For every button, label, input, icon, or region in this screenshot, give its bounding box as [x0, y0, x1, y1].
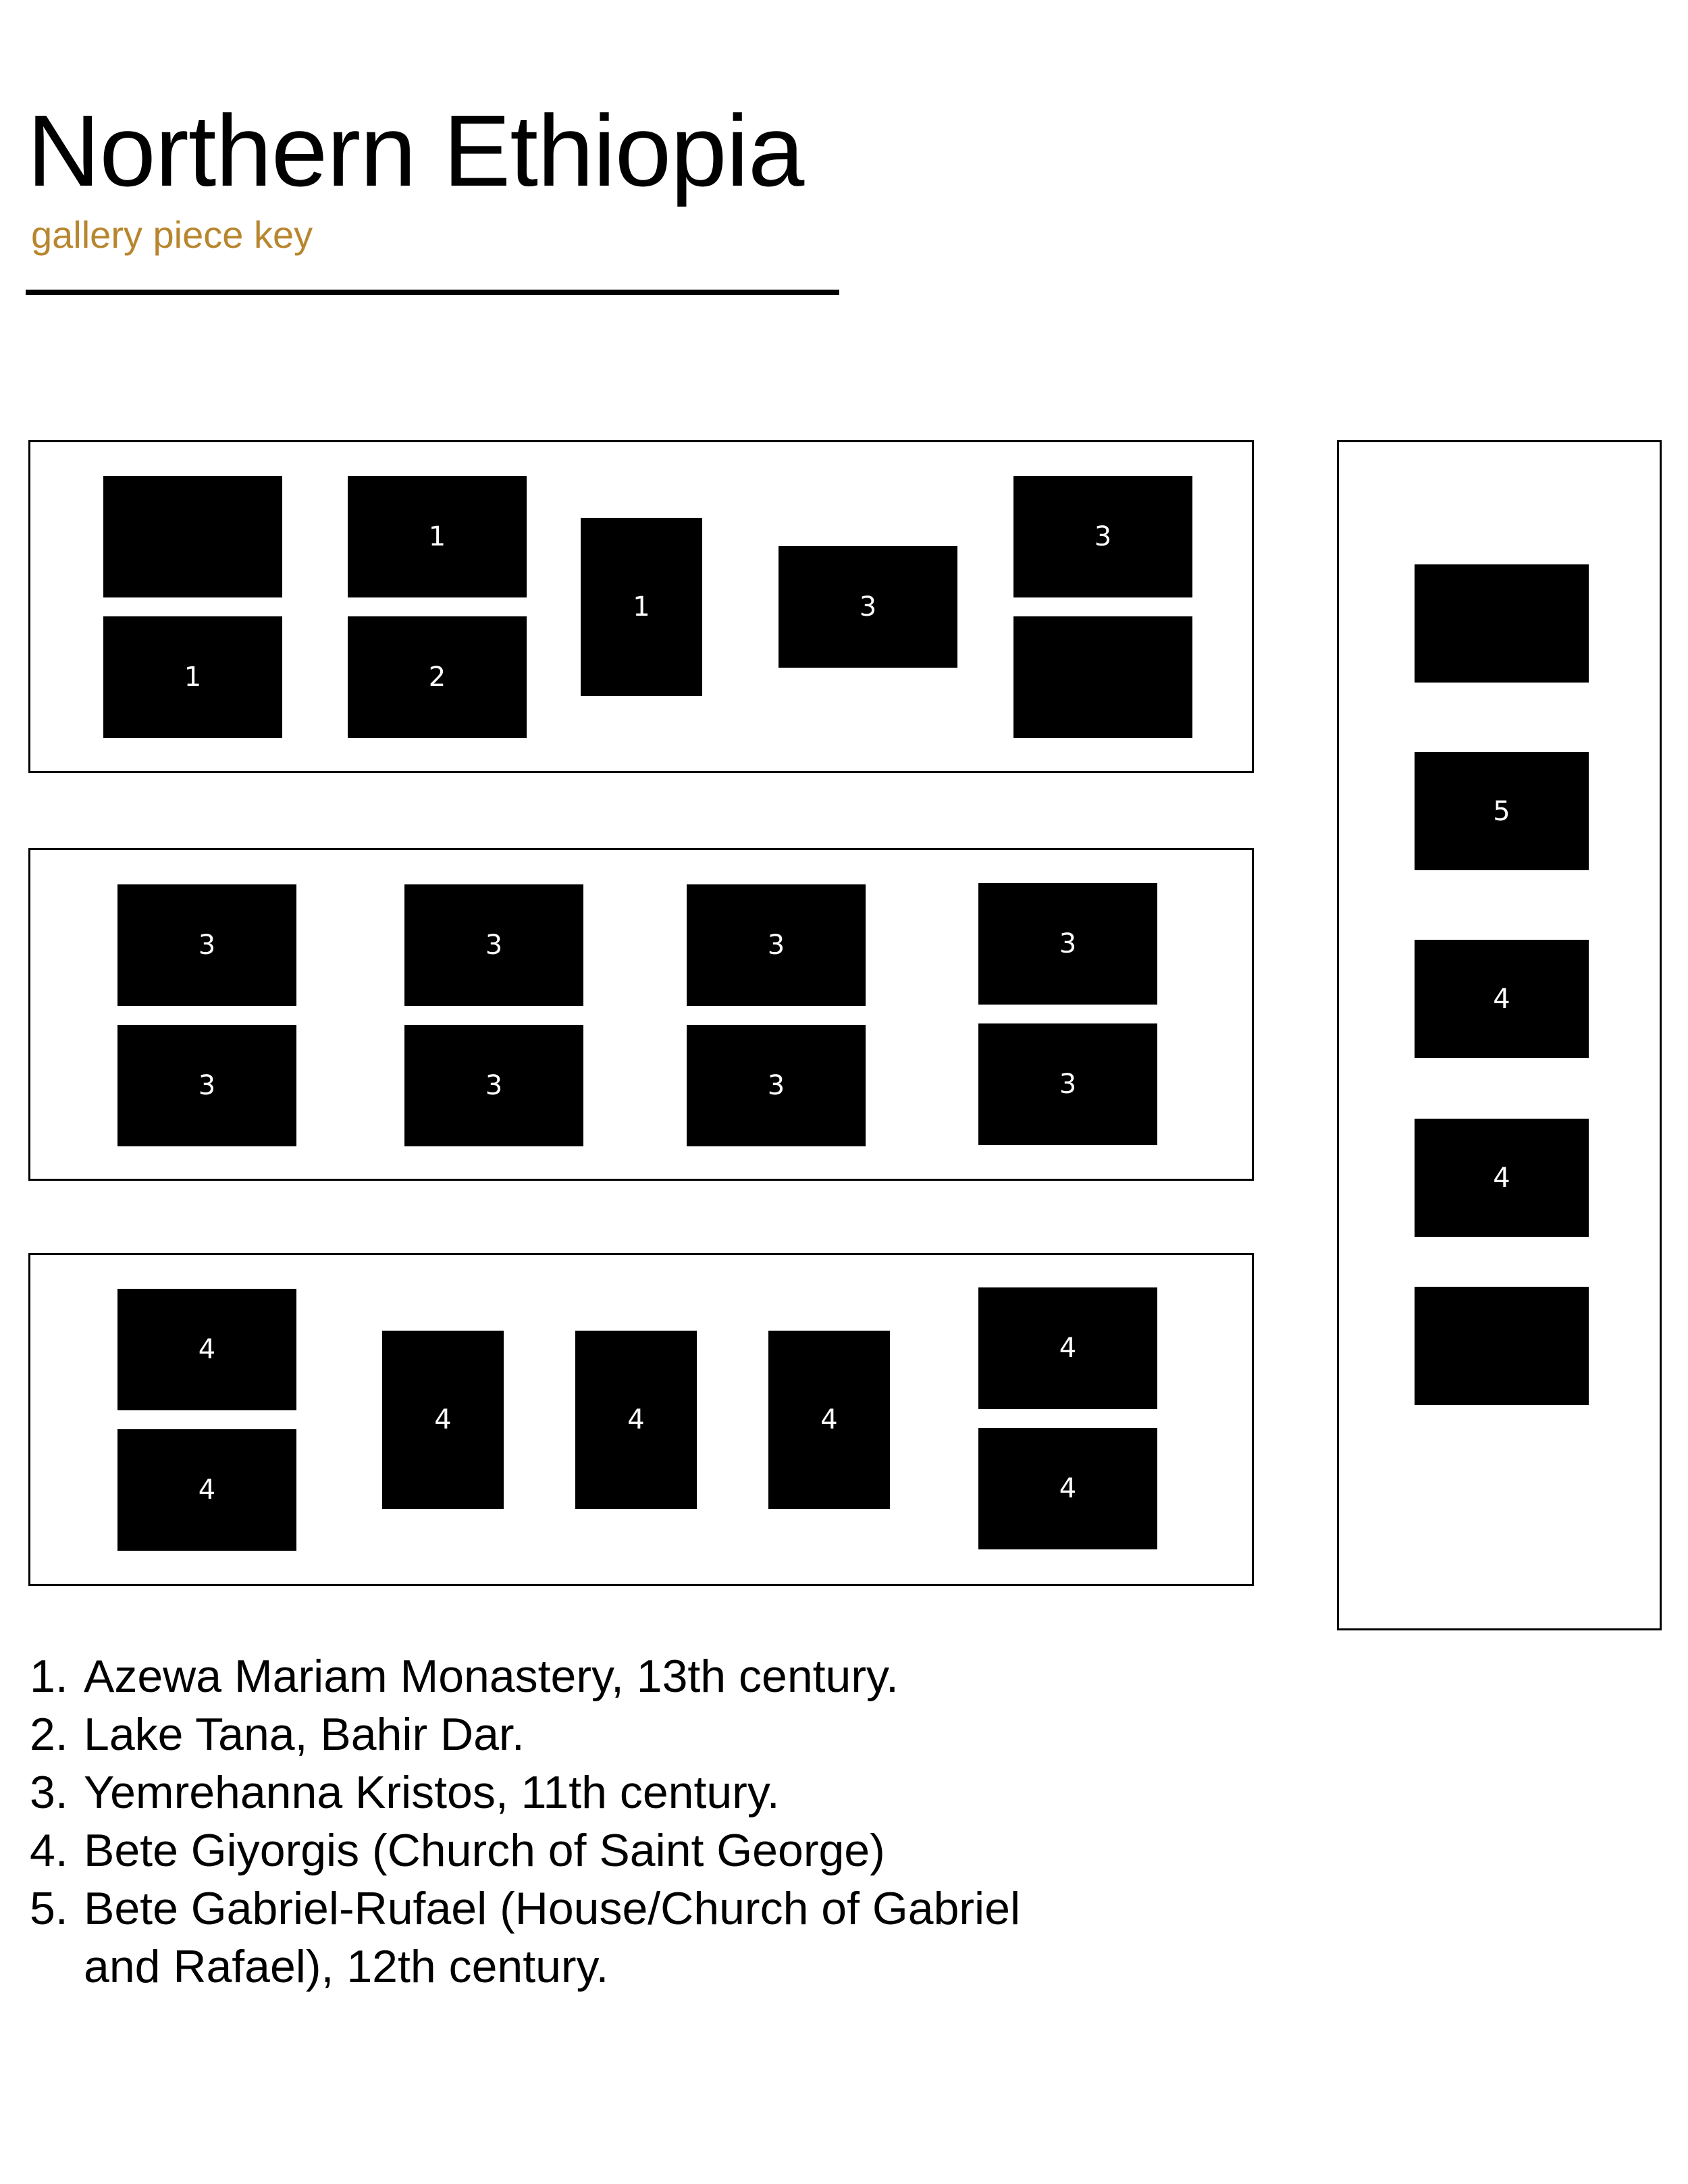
gallery-piece: 3	[779, 546, 957, 668]
gallery-piece: 3	[978, 1023, 1157, 1145]
gallery-piece: 4	[1415, 940, 1589, 1058]
gallery-piece: 3	[978, 883, 1157, 1005]
legend-text: Bete Giyorgis (Church of Saint George)	[84, 1825, 885, 1876]
legend-item	[30, 1647, 1020, 1705]
legend-item	[30, 1763, 1020, 1821]
piece-key-legend	[30, 1647, 1020, 1996]
gallery-piece: 3	[117, 884, 296, 1006]
gallery-piece	[1415, 1287, 1589, 1405]
gallery-piece: 4	[117, 1289, 296, 1410]
page-title: Northern Ethiopia	[27, 94, 804, 207]
legend-item	[30, 1821, 1020, 1880]
gallery-piece: 4	[575, 1331, 697, 1509]
legend-text: Yemrehanna Kristos, 11th century.	[84, 1767, 780, 1818]
gallery-piece: 3	[687, 884, 866, 1006]
legend-text: Azewa Mariam Monastery, 13th century.	[84, 1651, 899, 1702]
gallery-piece: 1	[348, 476, 527, 597]
gallery-piece: 3	[1013, 476, 1192, 597]
gallery-piece	[1415, 564, 1589, 683]
gallery-piece: 4	[768, 1331, 890, 1509]
gallery-piece: 4	[978, 1428, 1157, 1549]
legend-number: 2.	[30, 1709, 68, 1760]
gallery-piece: 1	[581, 518, 702, 696]
gallery-piece	[103, 476, 282, 597]
legend-number: 1.	[30, 1651, 68, 1702]
legend-text: Lake Tana, Bahir Dar.	[84, 1709, 525, 1760]
gallery-piece: 3	[404, 884, 583, 1006]
gallery-piece: 2	[348, 616, 527, 738]
legend-number: 4.	[30, 1825, 68, 1876]
gallery-piece: 5	[1415, 752, 1589, 870]
gallery-piece: 4	[1415, 1119, 1589, 1237]
legend-item	[30, 1705, 1020, 1763]
legend-item	[30, 1880, 1020, 1996]
legend-number: 3.	[30, 1767, 68, 1818]
page-subtitle: gallery piece key	[31, 213, 313, 256]
gallery-piece: 3	[117, 1025, 296, 1146]
gallery-piece: 4	[382, 1331, 504, 1509]
legend-number: 5.	[30, 1883, 68, 1934]
gallery-piece	[1013, 616, 1192, 738]
legend-text: Bete Gabriel-Rufael (House/Church of Gabriel and Rafael), 12th century.	[84, 1883, 1021, 1992]
gallery-piece: 1	[103, 616, 282, 738]
gallery-piece: 3	[687, 1025, 866, 1146]
gallery-piece: 4	[117, 1429, 296, 1551]
title-divider	[26, 290, 839, 295]
gallery-piece: 3	[404, 1025, 583, 1146]
gallery-piece: 4	[978, 1287, 1157, 1409]
